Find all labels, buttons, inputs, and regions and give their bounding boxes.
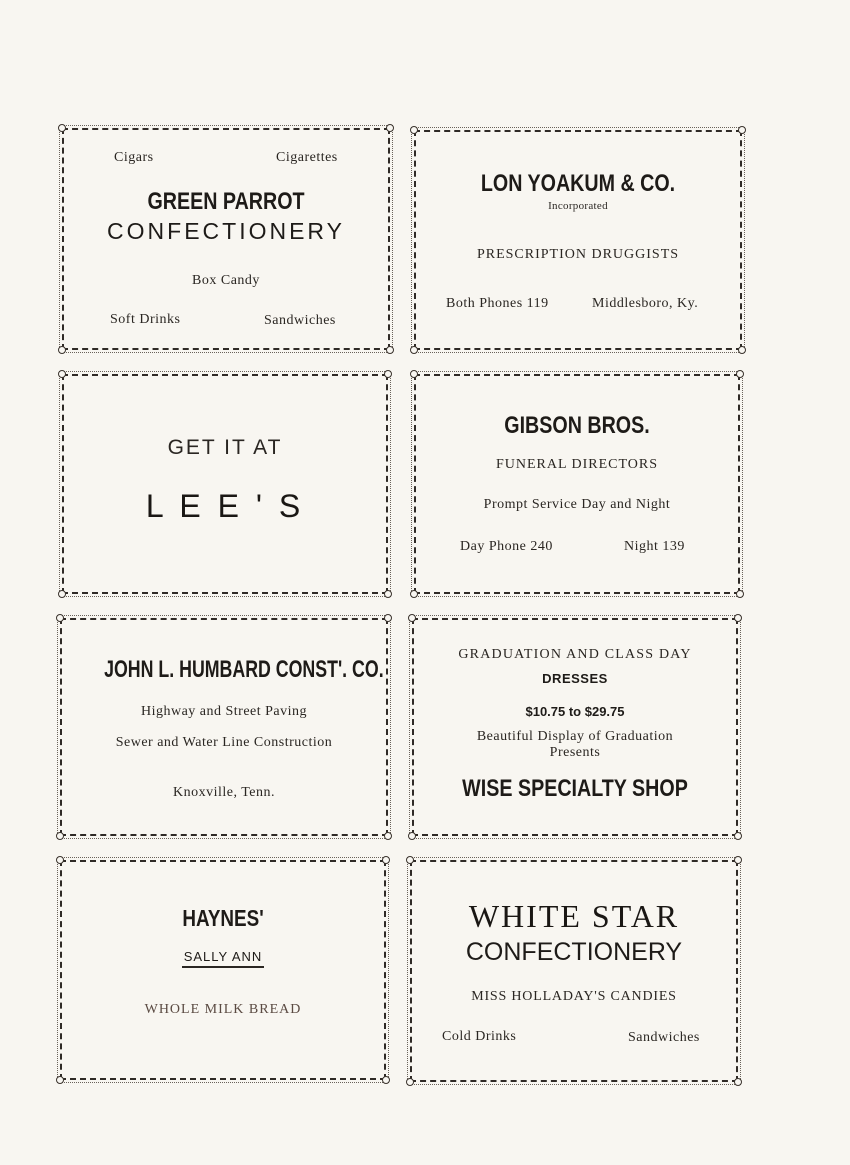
ad-lees	[62, 374, 388, 594]
ad-service-line1: Highway and Street Paving	[140, 704, 308, 719]
ad-humbard	[60, 618, 388, 836]
corner-ornament	[736, 590, 744, 598]
corner-ornament	[58, 590, 66, 598]
ad-title-line2: CONFECTIONERY	[465, 938, 683, 966]
ad-top-left-text: Cigars	[114, 150, 154, 165]
ad-product-text: WHOLE MILK BREAD	[144, 1002, 302, 1017]
corner-ornament	[410, 346, 418, 354]
corner-ornament	[410, 370, 418, 378]
corner-ornament	[382, 1076, 390, 1084]
corner-ornament	[58, 370, 66, 378]
ad-title: WISE SPECIALTY SHOP	[462, 775, 688, 802]
ad-title: WHITE STAR	[468, 898, 680, 934]
corner-ornament	[406, 856, 414, 864]
ad-business-text: FUNERAL DIRECTORS	[495, 457, 659, 472]
ad-title: JOHN L. HUMBARD CONST'. CO.	[104, 656, 384, 683]
ad-business-text: PRESCRIPTION DRUGGISTS	[476, 247, 680, 262]
corner-ornament	[734, 1078, 742, 1086]
corner-ornament	[56, 1076, 64, 1084]
ad-product-text: DRESSES	[542, 671, 608, 686]
ad-item-text: Box Candy	[192, 273, 260, 288]
ad-service-line2: Sewer and Water Line Construction	[115, 735, 333, 750]
corner-ornament	[384, 590, 392, 598]
ad-candies-text: MISS HOLLADAY'S CANDIES	[471, 989, 677, 1004]
corner-ornament	[734, 832, 742, 840]
ad-haynes	[60, 860, 386, 1080]
ad-gibson-bros	[414, 374, 740, 594]
ad-lon-yoakum	[414, 130, 742, 350]
corner-ornament	[734, 856, 742, 864]
corner-ornament	[382, 856, 390, 864]
ad-display-line2: Presents	[549, 745, 601, 760]
corner-ornament	[56, 614, 64, 622]
ad-brand-block	[62, 948, 384, 966]
ad-brand-text: SALLY ANN	[182, 949, 265, 968]
corner-ornament	[58, 124, 66, 132]
ad-wise-specialty-shop	[412, 618, 738, 836]
corner-ornament	[410, 590, 418, 598]
ad-bottom-left-text: Soft Drinks	[110, 312, 181, 327]
corner-ornament	[56, 832, 64, 840]
ad-title: L E E ' S	[145, 488, 305, 524]
corner-ornament	[736, 370, 744, 378]
corner-ornament	[410, 126, 418, 134]
ad-city-text: Middlesboro, Ky.	[592, 296, 699, 311]
ad-top-right-text: Cigarettes	[276, 150, 338, 165]
ad-green-parrot	[62, 128, 390, 350]
ad-night-phone-text: Night 139	[624, 539, 685, 554]
corner-ornament	[408, 614, 416, 622]
ad-subtitle: Incorporated	[548, 200, 608, 212]
ad-bottom-right-text: Sandwiches	[628, 1030, 700, 1045]
corner-ornament	[58, 346, 66, 354]
corner-ornament	[56, 856, 64, 864]
corner-ornament	[738, 346, 746, 354]
ad-city-text: Knoxville, Tenn.	[172, 785, 276, 800]
ad-title: HAYNES'	[182, 905, 264, 931]
corner-ornament	[384, 370, 392, 378]
ad-display-line1: Beautiful Display of Graduation	[476, 729, 674, 744]
corner-ornament	[738, 126, 746, 134]
ad-bottom-right-text: Sandwiches	[264, 313, 336, 328]
ad-title: GREEN PARROT	[147, 188, 305, 215]
ad-phone-text: Both Phones 119	[446, 296, 549, 311]
ad-day-phone-text: Day Phone 240	[460, 539, 553, 554]
ad-title: LON YOAKUM & CO.	[480, 170, 676, 197]
corner-ornament	[408, 832, 416, 840]
ad-tagline: GET IT AT	[167, 436, 283, 459]
ad-bottom-left-text: Cold Drinks	[442, 1029, 517, 1044]
corner-ornament	[734, 614, 742, 622]
ad-title-line2: CONFECTIONERY	[107, 218, 345, 244]
ad-service-text: Prompt Service Day and Night	[483, 497, 671, 512]
corner-ornament	[406, 1078, 414, 1086]
ad-title: GIBSON BROS.	[504, 412, 650, 439]
ad-occasion-text: GRADUATION AND CLASS DAY	[458, 647, 692, 662]
corner-ornament	[384, 614, 392, 622]
corner-ornament	[384, 832, 392, 840]
corner-ornament	[386, 124, 394, 132]
ad-white-star	[410, 860, 738, 1082]
ad-price-text: $10.75 to $29.75	[525, 704, 625, 719]
corner-ornament	[386, 346, 394, 354]
